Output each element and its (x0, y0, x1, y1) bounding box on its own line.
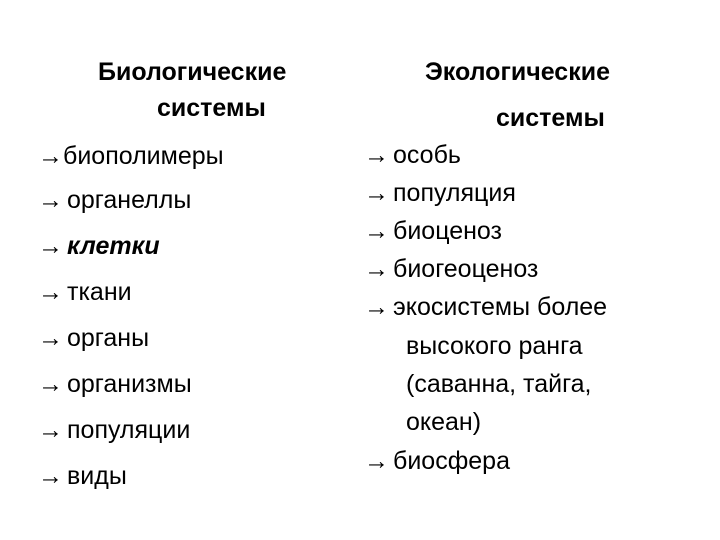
list-item-label: особь (393, 141, 461, 169)
list-item-species (38, 464, 127, 489)
list-item-label: биополимеры (63, 142, 224, 170)
list-item-label: биогеоценоз (393, 255, 539, 283)
biological-heading-line2: системы (157, 94, 266, 122)
list-item-biosphere (364, 449, 510, 474)
arrow-icon: → (38, 370, 63, 398)
arrow-icon: → (38, 416, 63, 444)
list-item-label: популяции (67, 416, 191, 444)
arrow-icon: → (38, 324, 63, 352)
list-item-population (364, 181, 516, 206)
list-item-organisms (38, 372, 192, 397)
list-item-label: ткани (67, 278, 132, 306)
list-item-organs (38, 326, 149, 351)
continuation-line-3: океан) (406, 408, 482, 436)
list-item-label: экосистемы более (393, 293, 608, 321)
continuation-line-1: высокого ранга (406, 332, 583, 360)
ecological-heading-line2: системы (496, 104, 605, 132)
list-item-label: клетки (67, 232, 160, 260)
arrow-icon: → (38, 186, 63, 214)
list-item-biopolymers (38, 144, 224, 169)
arrow-icon: → (38, 462, 63, 490)
arrow-icon: → (364, 179, 389, 207)
arrow-icon: → (364, 141, 389, 169)
list-item-tissues (38, 280, 132, 305)
arrow-icon: → (38, 278, 63, 306)
biological-heading-line1: Биологические (98, 58, 287, 86)
arrow-icon: → (364, 447, 389, 475)
list-item-label: виды (67, 462, 127, 490)
list-item-label: органеллы (67, 186, 192, 214)
list-item-ecosystems (364, 295, 607, 320)
arrow-icon: → (364, 255, 389, 283)
list-item-biocenosis (364, 219, 502, 244)
arrow-icon: → (38, 142, 63, 170)
continuation-line-2: (саванна, тайга, (406, 370, 592, 398)
arrow-icon: → (364, 217, 389, 245)
list-item-organelles (38, 188, 191, 213)
list-item-individual (364, 143, 461, 168)
list-item-biogeocenosis (364, 257, 538, 282)
list-item-label: биосфера (393, 447, 510, 475)
list-item-label: органы (67, 324, 150, 352)
list-item-label: организмы (67, 370, 192, 398)
arrow-icon: → (364, 293, 389, 321)
list-item-cells (38, 234, 160, 259)
list-item-label: популяция (393, 179, 516, 207)
arrow-icon: → (38, 232, 63, 260)
list-item-populations (38, 418, 190, 443)
ecological-heading-line1: Экологические (425, 58, 610, 86)
list-item-label: биоценоз (393, 217, 503, 245)
